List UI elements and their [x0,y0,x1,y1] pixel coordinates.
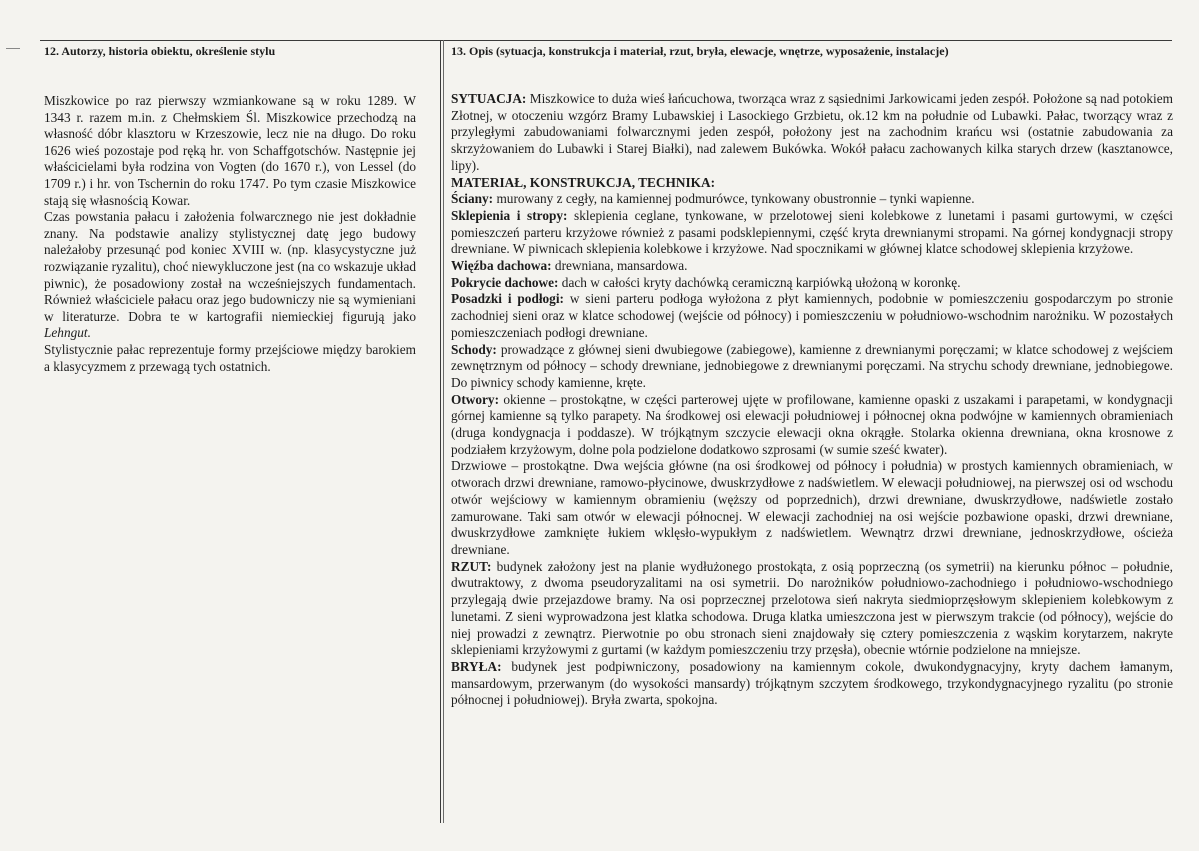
column-divider [440,40,441,823]
otwory-paragraph: Otwory: okienne – prostokątne, w części parterowej ujęte w profilowane, kamienne opaski z uszakami i parapetami, w kondygnacji górnej kamienne są tylko parapety. Na środkowej osi elewacji południowej i północnej okna podwójne w kamiennych obramieniach (druga kondygnacja i poddasze). W trójkątnym szczycie elewacji okna okrągłe. Stolarka okienna drewniana, okna krosnowe z podziałem krzyżowym, dolne pola podzielone dodatkowo szprosami (w sumie sześć kwater). [451,391,1173,457]
schody-paragraph: Schody: prowadzące z głównej sieni dwubiegowe (zabiegowe), kamienne z drewnianymi poręczami; w klatce schodowej z wejściem zewnętrznym od północy – schody drewniane, jednobiegowe z drewnianymi poręczami. Na strychu schody drewniane, jednobiegowe. Do piwnicy schody kamienne, kręte. [451,341,1173,390]
pokrycie-paragraph: Pokrycie dachowe: dach w całości kryty dachówką ceramiczną karpiówką ułożoną w koronkę. [451,274,961,290]
margin-mark [6,48,20,49]
history-paragraph-2: Czas powstania pałacu i założenia folwarcznego nie jest dokładnie znany. Na podstawie analizy stylistycznej datę jego budowy należałoby przesunąć pod koniec XVIII w. (np. klasycystyczne już rozwiązanie ryzalitu), choć niewykluczone jest (na co wskazuje układ piwnic), że posadowiony został na wcześniejszych fundamentach. Również właściciele pałacu oraz jego budowniczy nie są wymieniani w literaturze. Dobra te w kartografii niemieckiej figurują jako Lehngut. [44,209,416,341]
posadzki-paragraph: Posadzki i podłogi: w sieni parteru podłoga wyłożona z płyt kamiennych, podobnie w pomieszczeniu gospodarczym po stronie zachodniej sieni oraz w klatce schodowej (wejście od północy) i pomieszczeniu w południowo-wschodnim narożniku. W pozostałych pomieszczeniach podłogi drewniane. [451,291,1174,340]
bryla-paragraph: BRYŁA: budynek jest podpiwniczony, posadowiony na kamiennym cokole, dwukondygnacyjny, kryty dachem łamanym, mansardowym, przerwanym (do wysokości mansardy) trójkątnym szczytem środkowego, trzykondygnacyjnego ryzalitu (po stronie północnej i południowej). Bryła zwarta, spokojna. [451,658,1173,708]
wiezba-paragraph: Więźba dachowa: drewniana, mansardowa. [451,258,688,274]
history-paragraph-1: Miszkowice po raz pierwszy wzmiankowane są w roku 1289. W 1343 r. razem m.in. z Chełmskiem Śl. Miszkowice przechodzą na własność dóbr klasztoru w Krzeszowie, lecz nie na długo. Do roku 1626 wieś pozostaje pod ręką hr. von Schaffgotschów. Następnie jej właścicielami była rodzina von Vogten (do 1670 r.), von Lessel (do 1709 r.) i hr. von Tschernin do roku 1747. Po tym czasie Miszkowice stają się własnością Kowar. [44,93,416,208]
drzwiowe-paragraph: Drzwiowe – prostokątne. Dwa wejścia główne (na osi środkowej od północy i południa) w prostych kamiennych obramieniach, w otworach drzwi drewniane, ramowo-płycinowe, dwuskrzydłowe z nadświetlem. W elewacji południowej, na pierwszej osi od wschodu otwór wejściowy w kamiennym obramieniu (węższy od poprzednich), drzwi drewniane, dwuskrzydłowe, nadświetle zostało zamurowane. Taki sam otwór w elewacji północnej. W elewacji zachodniej na osi wejście pozbawione opaski, drzwi drewniane, dwuskrzydłowe zamknięte łukiem wklęsło-wypukłym z nadświetlem. Wewnątrz drzwi drewniane, jednoskrzydłowe, ościeża drewniane. [451,458,1173,557]
material-heading: MATERIAŁ, KONSTRUKCJA, TECHNIKA: [451,174,715,190]
rzut-paragraph: RZUT: budynek założony jest na planie wydłużonego prostokąta, z osią poprzeczną (os symetrii) na kierunku północ – południe, dwutraktowy, z dwoma pseudoryzalitami na osi symetrii. Do narożników południowo-zachodniego i południowo-wschodniego przylegają dwie przejazdowe bramy. Na osi poprzecznej przelotowa sień nakryta siedmioprzęsłowym sklepieniem kolebkowym z lunetami. Z sieni wyprowadzona jest klatka schodowa. Druga klatka umieszczona jest w pierwszym trakcie (od północy), wejście do niej prowadzi z zewnątrz. Pierwotnie po obu stronach sieni znajdowały się cztery pomieszczenia z wąskim korytarzem, nakryte sklepieniami krzyżowymi z gurtami (w każdym pomieszczeniu trzy przęsła), obecnie wtórnie podzielone na mniejsze. [451,558,1173,658]
section-12-header: 12. Autorzy, historia obiektu, określenie stylu [44,44,276,58]
column-divider-inner [443,40,444,823]
history-text [44,93,416,375]
top-rule [40,40,1172,41]
description-text [451,91,1173,709]
section-13-header: 13. Opis (sytuacja, konstrukcja i materiał, rzut, bryła, elewacje, wnętrze, wyposażenie, instalacje) [451,44,949,58]
sciany-paragraph: Ściany: murowany z cegły, na kamiennej podmurówce, tynkowany obustronnie – tynki wapienne. [451,191,975,207]
history-paragraph-3: Stylistycznie pałac reprezentuje formy przejściowe między barokiem a klasycyzmem z przewagą tych ostatnich. [44,341,416,374]
lehngut-term: Lehngut. [44,325,91,341]
sytuacja-label: SYTUACJA: [451,91,527,106]
sklepienia-paragraph: Sklepienia i stropy: sklepienia ceglane, tynkowane, w przelotowej sieni kolebkowe z lunetami i pasami gurtowymi, w części pomieszczeń parteru krzyżowe również z pasami podsklepiennymi, część kryta drewnianymi stropami. Na górnej kondygnacji stropy drewniane. W piwnicach sklepienia kolebkowe i krzyżowe. Nad spocznikami w głównej klatce schodowej sklepienia krzyżowe. [451,207,1173,257]
sytuacja-paragraph: SYTUACJA: Miszkowice to duża wieś łańcuchowa, tworząca wraz z sąsiednimi Jarkowicami jeden zespół. Położone są nad potokiem Złotnej, w otoczeniu wzgórz Bramy Lubawskiej i Lasockiego Grzbietu, ok.12 km na południe od Lubawki. Pałac, tworzący wraz z przyległymi zabudowaniami folwarcznymi jeden zespół, położony jest na zachodnim krańcu wsi (ostatnie zabudowania za skrzyżowaniem do Lubawki i Starej Białki), nad zalewem Bukówka. Wokół pałacu zachowanych kilka starych drzew (kasztanowce, lipy). [451,91,1173,173]
